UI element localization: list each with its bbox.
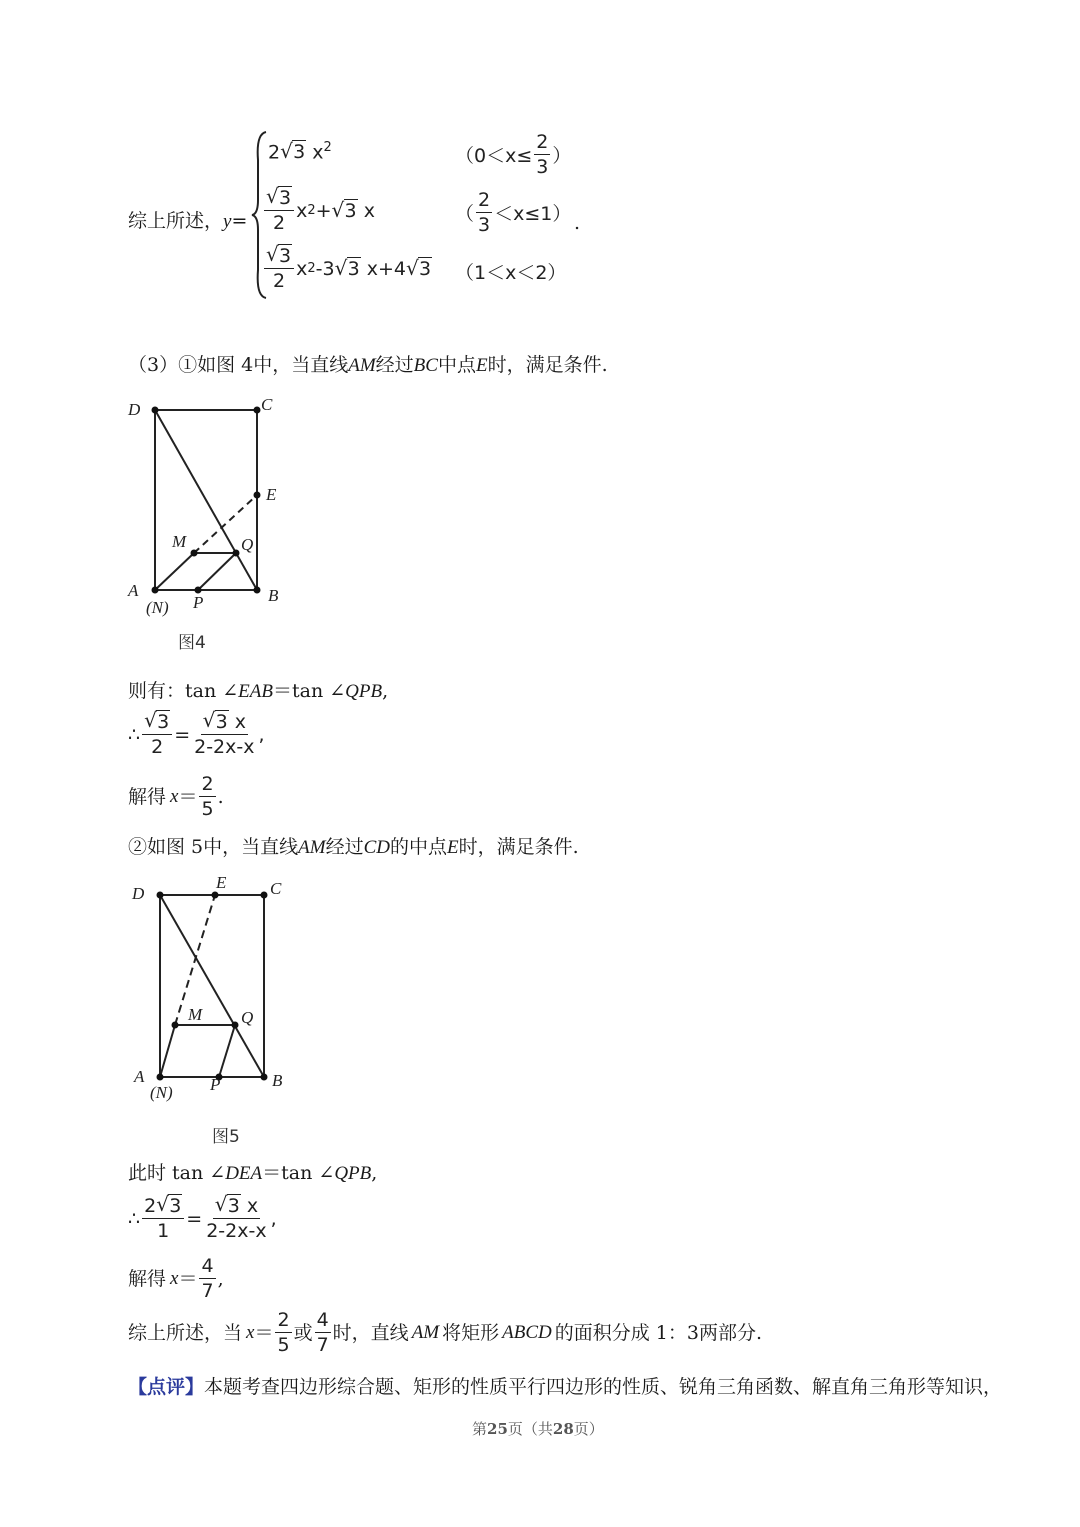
op: + <box>315 199 332 222</box>
label-b: B <box>272 1071 283 1090</box>
frac-num <box>201 710 248 735</box>
point-a <box>157 1074 164 1081</box>
rhs-frac <box>192 710 256 759</box>
page-footer <box>472 1418 604 1439</box>
seg-pq <box>219 1025 235 1077</box>
label-m: M <box>188 1005 203 1024</box>
frac-den: 1 <box>157 1220 170 1242</box>
frac-den: 2-2x-x <box>206 1220 267 1242</box>
label-p: P <box>210 1075 221 1094</box>
cond-frac <box>476 188 492 237</box>
coef: 2 <box>268 141 281 164</box>
label-d: D <box>132 884 145 903</box>
figure-5-caption: 图5 <box>212 1127 240 1147</box>
step1-equation <box>128 710 265 759</box>
frac-den: 7 <box>316 1334 329 1356</box>
power: 2 <box>307 261 316 276</box>
rect-abcd: ABCD <box>502 1321 552 1343</box>
seg-am <box>155 553 194 590</box>
point-b <box>261 1074 268 1081</box>
comma: , <box>217 1267 224 1290</box>
op: -3 <box>315 257 335 280</box>
case-1-cond <box>455 130 571 179</box>
frac-den: 5 <box>277 1334 290 1356</box>
frac-num: 2 <box>536 131 549 153</box>
power: 2 <box>307 203 316 218</box>
label-q: Q <box>241 1008 254 1027</box>
frac-den: 3 <box>478 214 491 236</box>
var-x: x <box>312 141 324 164</box>
label-p: P <box>193 593 204 612</box>
frac <box>264 244 294 293</box>
label-c: C <box>270 879 282 898</box>
var-x: x <box>363 199 375 222</box>
point-a <box>152 587 159 594</box>
text: （3）①如图 4中，当直线 <box>128 354 349 376</box>
radicand: 3 <box>157 711 170 733</box>
summary-prefix-text: 综上所述， <box>128 210 224 232</box>
radicand: 3 <box>279 187 292 209</box>
eq-sign: = <box>186 1207 203 1230</box>
eq-sign: ＝ <box>178 785 198 808</box>
text: 经过 <box>375 354 414 376</box>
eq-sign: = <box>174 723 191 746</box>
text: , <box>382 680 389 702</box>
part3b-intro <box>128 834 579 861</box>
sqrt: √ 3 <box>266 184 292 209</box>
angle-eab: EAB <box>238 681 273 702</box>
part3-intro <box>128 352 608 379</box>
cond-close: ） <box>552 145 572 167</box>
coef: 2 <box>144 1195 157 1217</box>
comment-text: 本题考查四边形综合题、矩形的性质平行四边形的性质、锐角三角函数、解直角三角形等知识， <box>204 1376 1003 1398</box>
sqrt: √ 3 <box>156 1192 182 1217</box>
diagonal-db <box>155 410 257 590</box>
frac-num <box>142 710 172 735</box>
cond-open: （ <box>455 203 475 225</box>
frac-den: 2 <box>273 270 286 292</box>
figure-4 <box>120 390 300 620</box>
point-d <box>157 892 164 899</box>
angle-qpb: QPB <box>345 681 383 702</box>
diagonal-db <box>160 895 264 1077</box>
frac-num: 2 <box>277 1309 290 1331</box>
seg-am <box>160 1025 175 1077</box>
text: 或 <box>293 1321 313 1344</box>
case-3-expr <box>262 244 432 293</box>
label-e: E <box>266 485 277 504</box>
frac-num: 4 <box>201 1255 214 1277</box>
seg-pq <box>198 553 236 590</box>
radicand: 3 <box>279 245 292 267</box>
var-x: x <box>296 199 308 222</box>
sqrt: √ 3 <box>214 1192 240 1217</box>
text: , <box>371 1162 378 1184</box>
case-1-expr <box>268 140 332 163</box>
frac-num: 4 <box>316 1309 329 1331</box>
seg-bc: BC <box>413 355 438 376</box>
point-e: E <box>475 355 488 376</box>
frac-den: 3 <box>536 156 549 178</box>
line-am: AM <box>348 355 376 376</box>
text: 的中点 <box>390 836 448 858</box>
label-a: A <box>128 581 139 600</box>
text: 解得 <box>128 785 167 808</box>
label-c: C <box>261 395 273 414</box>
text: ②如图 5中，当直线 <box>128 836 299 858</box>
sqrt: √ 3 <box>144 708 170 733</box>
label-n: (N) <box>150 1083 173 1102</box>
comma: , <box>270 1207 277 1230</box>
text: 解得 <box>128 1267 167 1290</box>
cond-close: ＜x≤1） <box>494 203 572 225</box>
text: 将矩形 <box>442 1321 500 1344</box>
frac <box>264 186 294 235</box>
text: 页） <box>573 1420 604 1438</box>
rhs-frac <box>204 1194 268 1243</box>
point-c <box>254 407 261 414</box>
text: ＝tan ∠ <box>273 680 346 702</box>
frac-1 <box>275 1308 291 1357</box>
cond-frac <box>534 130 550 179</box>
case-3-cond: （1＜x＜2） <box>455 262 567 284</box>
label-n: (N) <box>146 598 169 617</box>
radicand: 3 <box>227 1195 240 1217</box>
frac-num <box>142 1194 184 1219</box>
eq-sign: ＝ <box>254 1321 274 1344</box>
var-y: y <box>223 211 232 232</box>
total-pages: 28 <box>552 1420 574 1438</box>
frac-2 <box>315 1308 331 1357</box>
cond-open: （0＜x≤ <box>455 145 533 167</box>
frac-den: 5 <box>201 798 214 820</box>
period: . <box>574 212 581 234</box>
point-e <box>212 892 219 899</box>
figure-5 <box>120 870 310 1110</box>
step2-line1 <box>128 1160 377 1187</box>
text: 的面积分成 1：3两部分. <box>554 1321 763 1344</box>
period: . <box>217 785 224 808</box>
var-x: x <box>246 1321 255 1343</box>
label-d: D <box>128 400 141 419</box>
lhs-frac <box>142 710 172 759</box>
eq-sign: ＝ <box>178 1267 198 1290</box>
var-x: x <box>234 711 246 733</box>
line-am: AM <box>298 837 326 858</box>
text: 中点 <box>437 354 476 376</box>
frac-den: 2 <box>273 212 286 234</box>
text: 时，直线 <box>332 1321 409 1344</box>
text: 综上所述，当 <box>128 1321 243 1344</box>
radicand: 3 <box>169 1195 182 1217</box>
radicand: 3 <box>293 141 306 164</box>
answer-frac <box>199 1254 215 1303</box>
label-q: Q <box>241 535 254 554</box>
step2-solution <box>128 1254 224 1303</box>
figure-4-caption: 图4 <box>178 633 206 653</box>
point-b <box>254 587 261 594</box>
step2-equation <box>128 1194 277 1243</box>
label-m: M <box>172 532 187 551</box>
label-b: B <box>268 586 279 605</box>
eq-sign: = <box>231 210 248 232</box>
text: 第 <box>472 1420 488 1438</box>
line-am: AM <box>411 1321 440 1343</box>
seg-cd: CD <box>363 837 390 858</box>
point-q <box>232 1022 239 1029</box>
summary-prefix <box>128 208 247 235</box>
radicand: 3 <box>215 711 228 733</box>
sqrt: √ 3 <box>266 242 292 267</box>
text: 则有：tan ∠ <box>128 680 239 702</box>
point-q <box>233 550 240 557</box>
case-2-expr <box>262 186 375 235</box>
radicand: 3 <box>418 257 432 280</box>
angle-qpb: QPB <box>334 1163 372 1184</box>
var-x: x <box>246 1195 259 1217</box>
therefore-symbol: ∴ <box>128 1207 141 1230</box>
radicand: 3 <box>344 199 357 222</box>
label-a: A <box>134 1067 145 1086</box>
frac-den: 2 <box>151 736 164 758</box>
comment-tag: 【点评】 <box>128 1376 205 1398</box>
sqrt: √ 3 <box>331 197 357 222</box>
conclusion <box>128 1308 762 1357</box>
point-m <box>172 1022 179 1029</box>
frac-num <box>264 244 294 269</box>
text: 经过 <box>325 836 364 858</box>
frac-num <box>213 1194 260 1219</box>
point-m <box>191 550 198 557</box>
comma: , <box>258 723 265 746</box>
label-e: E <box>216 873 227 892</box>
sqrt: √ 3 <box>405 255 432 280</box>
var-x: x <box>170 785 179 807</box>
frac-den: 7 <box>201 1280 214 1302</box>
point-e <box>254 492 261 499</box>
frac-num <box>264 186 294 211</box>
therefore-symbol: ∴ <box>128 723 141 746</box>
var-x: x <box>296 257 308 280</box>
point-c <box>261 892 268 899</box>
text: ＝tan ∠ <box>262 1162 335 1184</box>
angle-dea: DEA <box>225 1163 263 1184</box>
step1-solution <box>128 772 224 821</box>
text: 时，满足条件. <box>487 354 608 376</box>
sqrt: √ 3 <box>280 139 306 164</box>
power: 2 <box>323 140 332 155</box>
text: 此时 tan ∠ <box>128 1162 226 1184</box>
case-2-cond <box>455 188 571 237</box>
term: x+4 <box>366 257 406 280</box>
var-x: x <box>170 1267 179 1289</box>
frac-num: 2 <box>478 189 491 211</box>
page-number: 25 <box>487 1420 508 1438</box>
step1-line1 <box>128 678 388 705</box>
text: 页（共 <box>507 1420 553 1438</box>
radicand: 3 <box>347 257 360 280</box>
text: 时，满足条件. <box>458 836 579 858</box>
point-e: E <box>447 837 459 858</box>
frac-den: 2-2x-x <box>194 736 255 758</box>
frac-num: 2 <box>201 773 214 795</box>
sqrt: √ 3 <box>334 255 360 280</box>
answer-frac <box>199 772 215 821</box>
lhs-frac <box>142 1194 184 1243</box>
comment <box>128 1374 1002 1400</box>
sqrt: √ 3 <box>202 708 228 733</box>
point-d <box>152 407 159 414</box>
